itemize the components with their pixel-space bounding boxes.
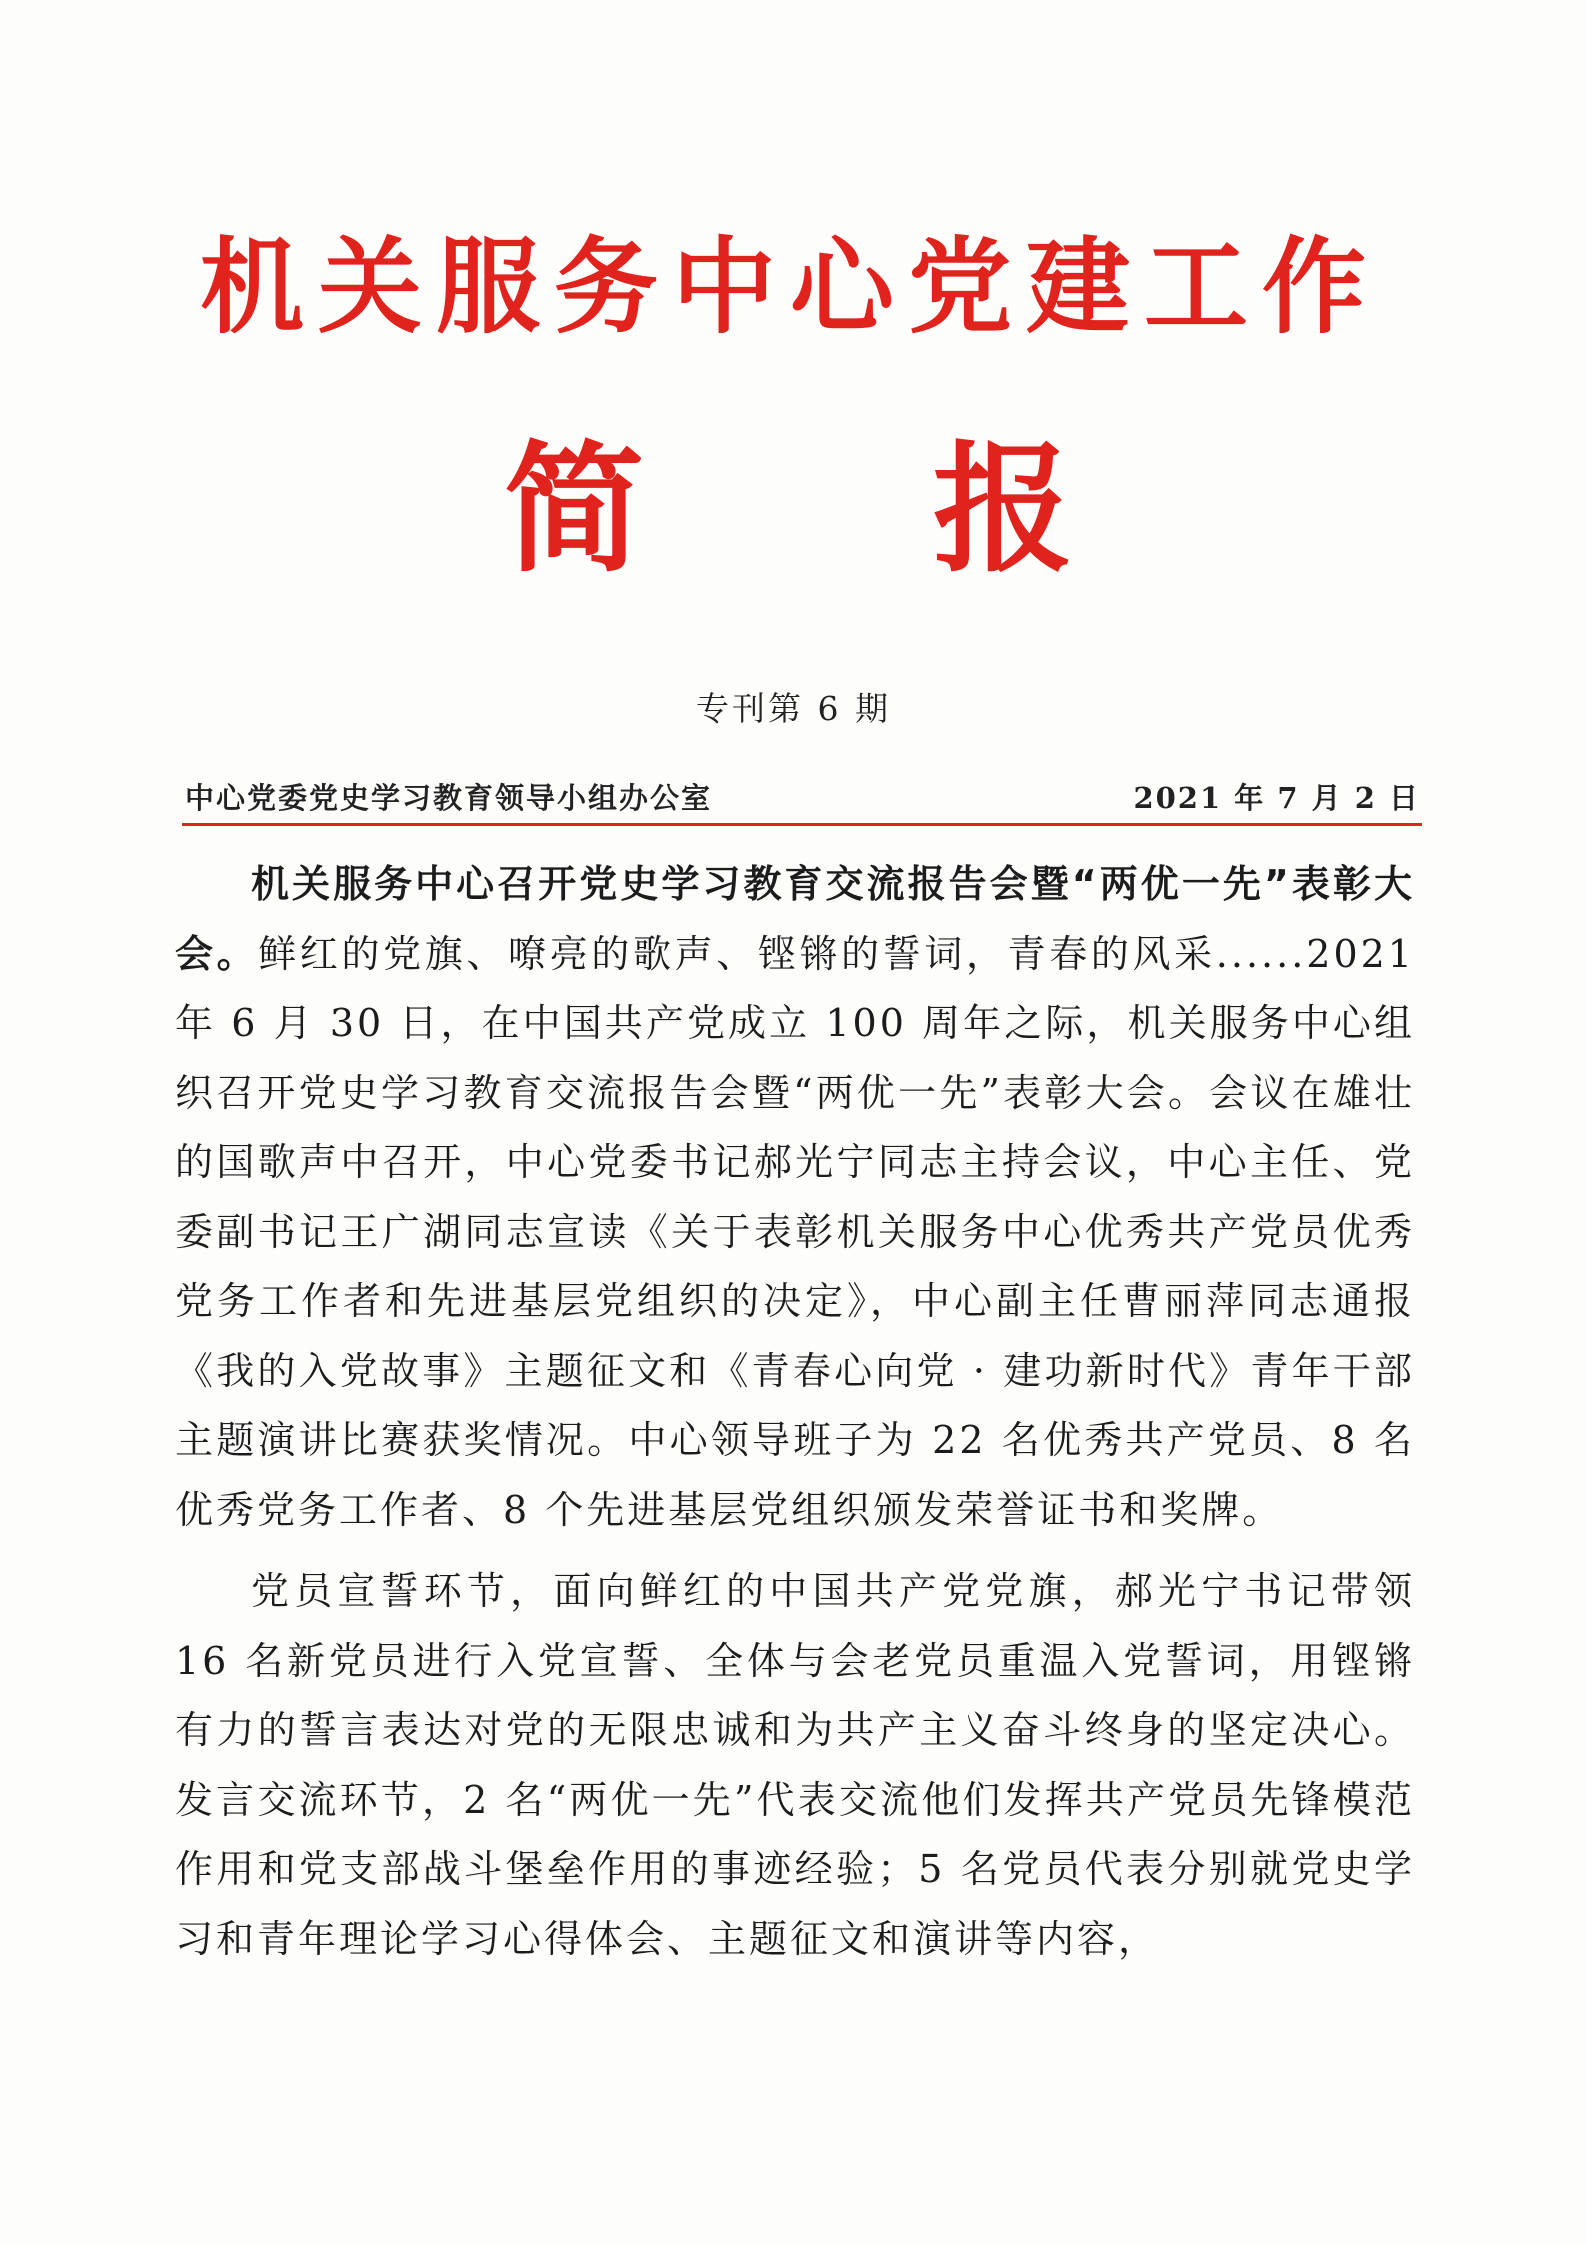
article-body (175, 850, 1415, 1974)
red-divider-rule (182, 823, 1422, 826)
masthead-subtitle: 简 报 (504, 428, 1193, 592)
article-paragraph-2: 党员宣誓环节，面向鲜红的中国共产党党旗，郝光宁书记带领 16 名新党员进行入党宣誓、全体与会老党员重温入党誓词，用铿锵有力的誓言表达对党的无限忠诚和为共产主义奋斗终身的坚定决心。发言交流环节，2 名“两优一先”代表交流他们发挥共产党员先锋模范作用和党支部战斗堡垒作用的事迹经验；5 名党员代表分别就党史学习和青年理论学习心得体会、主题征文和演讲等内容， (175, 1569, 1415, 1961)
issue-number: 专刊第 6 期 (696, 689, 891, 728)
article-paragraph-1 (175, 850, 1415, 1545)
article-lead: 机关服务中心召开党史学习教育交流报告会暨“两优一先”表彰大会。 (175, 862, 1415, 976)
issue-date: 2021 年 7 月 2 日 (1133, 781, 1420, 815)
masthead-title: 机关服务中心党建工作 (199, 226, 1380, 348)
meta-row (185, 776, 1420, 817)
article-paragraph-1-text: 鲜红的党旗、嘹亮的歌声、铿锵的誓词，青春的风采......2021 年 6 月 30 日，在中国共产党成立 100 周年之际，机关服务中心组织召开党史学习教育交流报告会暨“两优一先”表彰大会。会议在雄壮的国歌声中召开，中心党委书记郝光宁同志主持会议，中心主任、党委副书记王广湖同志宣读《关于表彰机关服务中心优秀共产党员优秀党务工作者和先进基层党组织的决定》，中心副主任曹丽萍同志通报《我的入党故事》主题征文和《青春心向党 · 建功新时代》青年干部主题演讲比赛获奖情况。中心领导班子为 22 名优秀共产党员、8 名优秀党务工作者、8 个先进基层党组织颁发荣誉证书和奖牌。 (175, 931, 1415, 1532)
issuer-label: 中心党委党史学习教育领导小组办公室 (185, 781, 713, 815)
